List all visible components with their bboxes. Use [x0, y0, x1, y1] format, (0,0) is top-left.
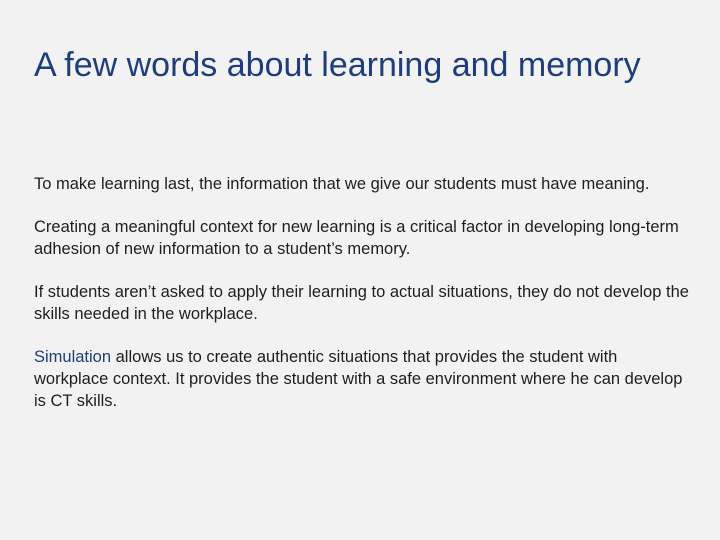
paragraph-apply-learning: If students aren’t asked to apply their learning to actual situations, they do not develop the skills needed in the workplace.: [34, 283, 689, 323]
paragraph-learning-meaning: To make learning last, the information that we give our students must have meaning.: [34, 175, 650, 193]
slide-body: [34, 173, 694, 433]
paragraph-simulation: [34, 346, 694, 412]
simulation-text: allows us to create authentic situations that provides the student with workplace context. It provides the student with a safe environment where he can develop is CT skills.: [34, 348, 683, 410]
slide-title: A few words about learning and memory: [34, 46, 641, 84]
paragraph-meaningful-context: Creating a meaningful context for new learning is a critical factor in developing long-term adhesion of new information to a student’s memory.: [34, 218, 679, 258]
simulation-keyword: Simulation: [34, 348, 112, 366]
